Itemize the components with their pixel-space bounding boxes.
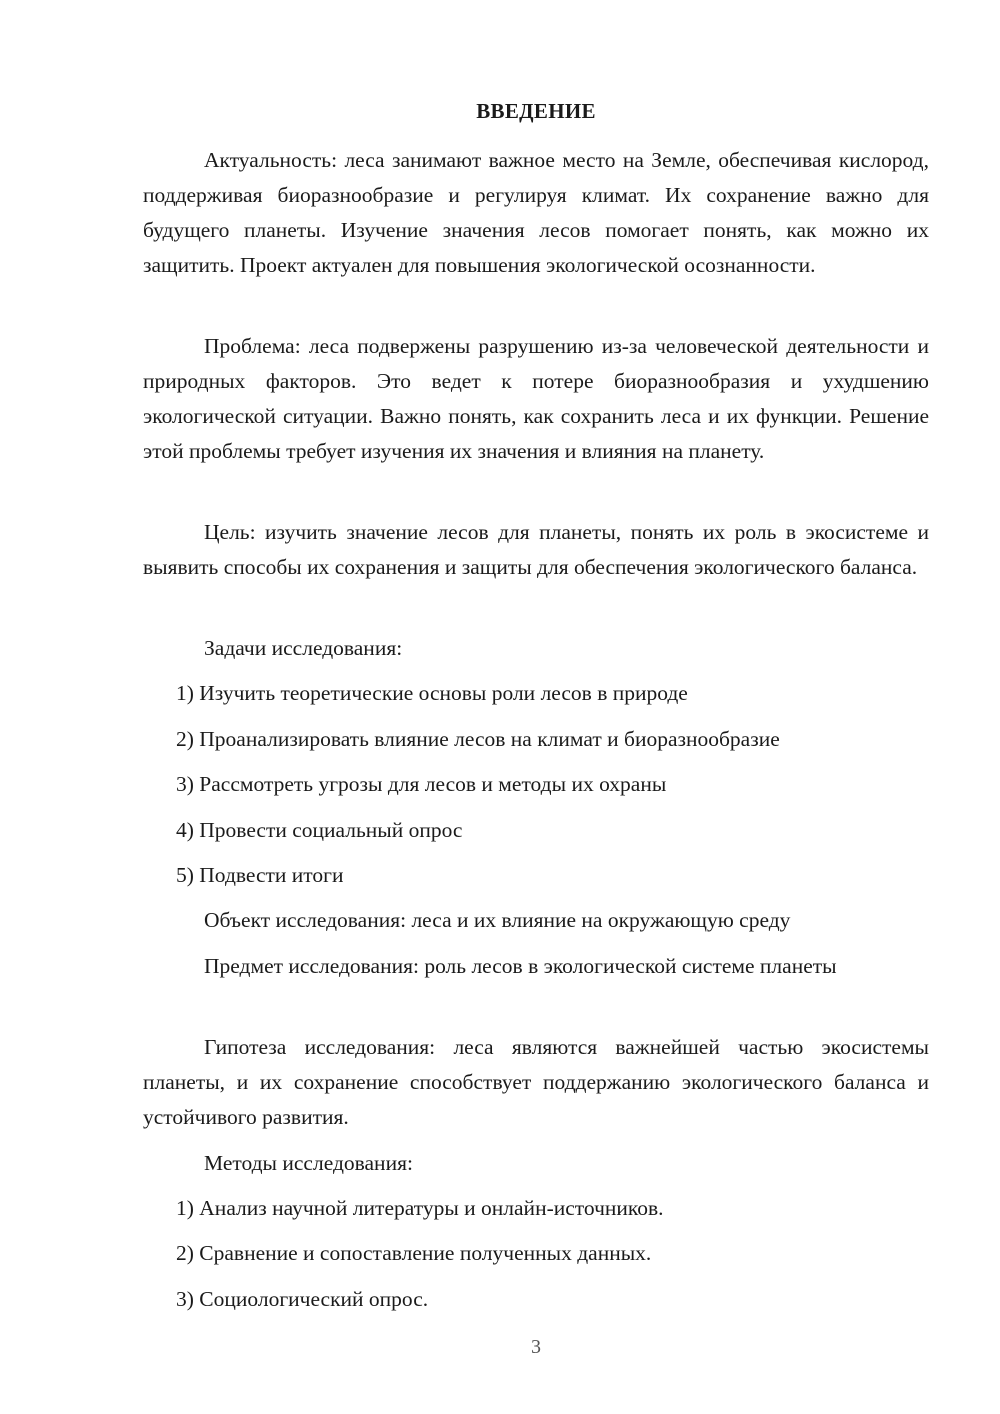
task-item-2: 2) Проанализировать влияние лесов на климат и биоразнообразие bbox=[176, 727, 780, 751]
section-title: ВВЕДЕНИЕ bbox=[476, 99, 596, 123]
paragraph-hypothesis: Гипотеза исследования: леса являются важнейшей частью экосистемы планеты, и их сохранение способствует поддержанию экологического баланса и устойчивого развития. bbox=[143, 1035, 929, 1129]
task-item-1: 1) Изучить теоретические основы роли лесов в природе bbox=[176, 681, 688, 705]
paragraph-subject: Предмет исследования: роль лесов в экологической системе планеты bbox=[204, 954, 837, 978]
method-item-1: 1) Анализ научной литературы и онлайн-источников. bbox=[176, 1196, 664, 1220]
paragraph-object: Объект исследования: леса и их влияние на окружающую среду bbox=[204, 908, 791, 932]
task-item-3: 3) Рассмотреть угрозы для лесов и методы их охраны bbox=[176, 772, 667, 796]
page-number: 3 bbox=[531, 1336, 541, 1358]
method-item-3: 3) Социологический опрос. bbox=[176, 1287, 429, 1311]
task-item-5: 5) Подвести итоги bbox=[176, 863, 344, 887]
paragraph-problem: Проблема: леса подвержены разрушению из-за человеческой деятельности и природных факторов. Это ведет к потере биоразнообразия и ухудшению экологической ситуации. Важно понять, как сохранить леса и их функции. Решение этой проблемы требует изучения их значения и влияния на планету. bbox=[143, 334, 929, 463]
task-item-4: 4) Провести социальный опрос bbox=[176, 818, 463, 842]
paragraph-relevance: Актуальность: леса занимают важное место на Земле, обеспечивая кислород, поддерживая биоразнообразие и регулируя климат. Их сохранение важно для будущего планеты. Изучение значения лесов помогает понять, как можно их защитить. Проект актуален для повышения экологической осознанности. bbox=[143, 148, 929, 277]
paragraph-goal: Цель: изучить значение лесов для планеты, понять их роль в экосистеме и выявить способы их сохранения и защиты для обеспечения экологического баланса. bbox=[143, 520, 929, 579]
methods-heading: Методы исследования: bbox=[204, 1151, 413, 1175]
method-item-2: 2) Сравнение и сопоставление полученных данных. bbox=[176, 1241, 652, 1265]
tasks-heading: Задачи исследования: bbox=[204, 636, 403, 660]
